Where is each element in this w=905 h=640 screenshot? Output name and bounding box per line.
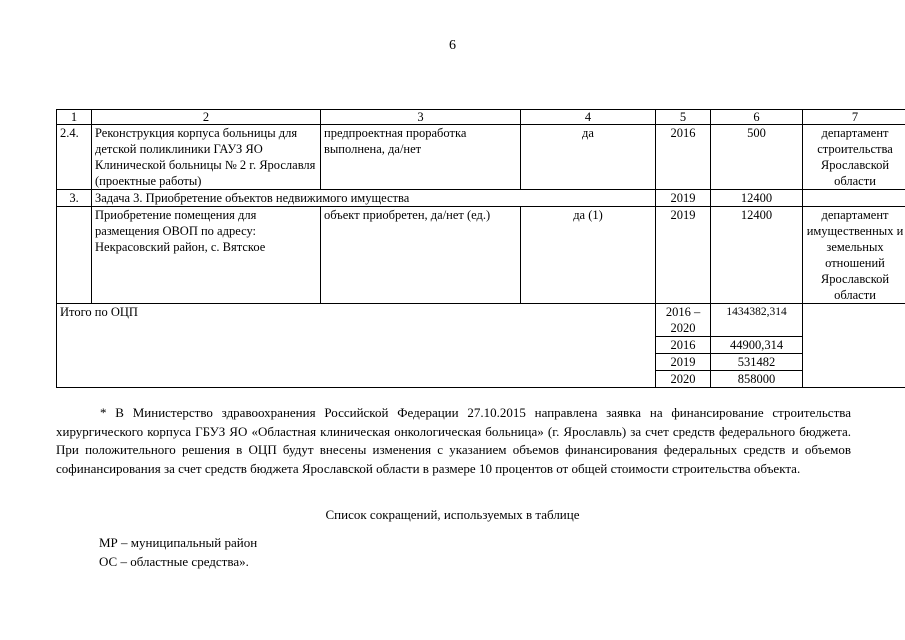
task-row: [57, 190, 905, 207]
header-cell: 1: [57, 110, 92, 125]
row-executor: [803, 190, 905, 207]
table-header-row: [57, 110, 905, 125]
abbreviation-item: ОС – областные средства».: [99, 554, 249, 569]
header-cell: 7: [803, 110, 905, 125]
row-value: да: [521, 125, 656, 190]
abbreviations-list: [99, 533, 257, 571]
total-year: 2016 – 2020: [656, 304, 711, 337]
footnote-text: * В Министерство здравоохранения Российской Федерации 27.10.2015 направлена заявка на финансирование строительства хирургического корпуса ГБУЗ ЯО «Областная клиническая онкологическая больница» (г. Ярославль) за счет средств федерального бюджета. При положительного решения в ОЦП будут внесены изменения с указанием объемов финансирования федеральных средств и объемов софинансирования за счет средств бюджета Ярославской области в размере 10 процентов от общей стоимости строительства объекта.: [56, 405, 851, 476]
total-year: 2020: [656, 371, 711, 388]
row-number: 2.4.: [57, 125, 92, 190]
row-value: да (1): [521, 207, 656, 304]
total-amount: 858000: [711, 371, 803, 388]
total-label: Итого по ОЦП: [57, 304, 656, 388]
total-year: 2016: [656, 337, 711, 354]
row-number: [57, 207, 92, 304]
total-amount: 531482: [711, 354, 803, 371]
row-year: 2019: [656, 190, 711, 207]
row-name: Реконструкция корпуса больницы для детской поликлиники ГАУЗ ЯО Клинической больницы № 2 г. Ярославля (проектные работы): [92, 125, 321, 190]
row-year: 2016: [656, 125, 711, 190]
row-year: 2019: [656, 207, 711, 304]
row-executor: департамент имущественных и земельных отношений Ярославской области: [803, 207, 905, 304]
row-executor: департамент строительства Ярославской области: [803, 125, 905, 190]
footnote: [56, 404, 851, 478]
total-amount: 44900,314: [711, 337, 803, 354]
row-amount: 12400: [711, 190, 803, 207]
header-cell: 2: [92, 110, 321, 125]
row-indicator: предпроектная проработка выполнена, да/нет: [321, 125, 521, 190]
task-name: Задача 3. Приобретение объектов недвижимого имущества: [92, 190, 656, 207]
abbreviation-item: МР – муниципальный район: [99, 535, 258, 550]
row-amount: 12400: [711, 207, 803, 304]
row-amount: 500: [711, 125, 803, 190]
header-cell: 6: [711, 110, 803, 125]
table-row: [57, 125, 905, 190]
row-name: Приобретение помещения для размещения ОВОП по адресу: Некрасовский район, с. Вятское: [92, 207, 321, 304]
header-cell: 3: [321, 110, 521, 125]
header-cell: 5: [656, 110, 711, 125]
total-amount: 1434382,314: [711, 304, 803, 337]
header-cell: 4: [521, 110, 656, 125]
row-number: 3.: [57, 190, 92, 207]
program-table: [56, 109, 905, 388]
total-executor: [803, 304, 905, 388]
page-number: 6: [449, 38, 456, 53]
row-indicator: объект приобретен, да/нет (ед.): [321, 207, 521, 304]
table-row: [57, 207, 905, 304]
total-row: [57, 304, 905, 337]
total-year: 2019: [656, 354, 711, 371]
abbreviations-title: Список сокращений, используемых в таблице: [325, 507, 580, 522]
